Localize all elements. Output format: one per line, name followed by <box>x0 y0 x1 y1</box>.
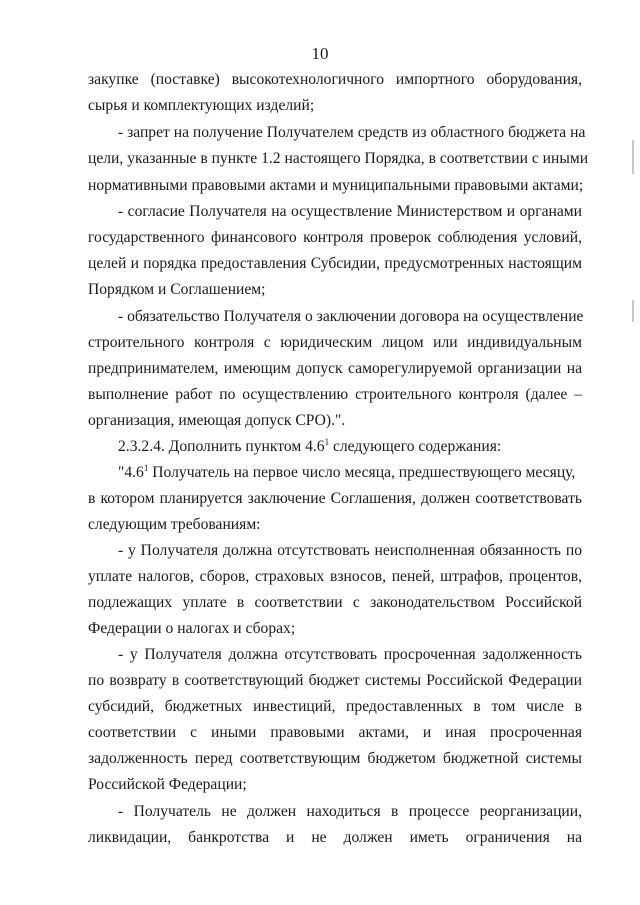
text-line: задолженность перед соответствующим бюджетом бюджетной системы <box>88 750 582 767</box>
text-line: цели, указанные в пункте 1.2 настоящего Порядка, в соответствии с иными <box>88 150 589 167</box>
text-line: по возврату в соответствующий бюджет системы Российской Федерации <box>88 672 582 689</box>
superscript: 1 <box>143 463 149 473</box>
text-line: государственного финансового контроля проверок соблюдения условий, <box>88 229 582 246</box>
text-line: - обязательство Получателя о заключении договора на осуществление <box>118 308 584 325</box>
text-line: сырья и комплектующих изделий; <box>88 97 315 114</box>
text-line: выполнение работ по осуществлению строительного контроля (далее – <box>88 386 582 403</box>
text-line: подлежащих уплате в соответствии с законодательством Российской <box>88 594 582 611</box>
text-line: ликвидации, банкротства и не должен иметь ограничения на <box>88 829 582 846</box>
text-line: - у Получателя должна отсутствовать просроченная задолженность <box>118 646 582 663</box>
text-line: закупке (поставке) высокотехнологичного импортного оборудования, <box>88 71 582 88</box>
text-line: - Получатель не должен находиться в процессе реорганизации, <box>118 803 582 820</box>
clause-text: Получатель на первое число месяца, предшествующего месяцу, <box>152 464 576 481</box>
text-line: нормативными правовыми актами и муниципальными правовыми актами; <box>88 177 584 194</box>
superscript: 1 <box>324 437 330 447</box>
text-line: соответствии с иными правовыми актами, и иная просроченная <box>88 724 582 741</box>
text-line: строительного контроля с юридическим лицом или индивидуальным <box>88 334 582 351</box>
text-line: - запрет на получение Получателем средств из областного бюджета на <box>118 124 586 141</box>
text-line: Порядком и Соглашением; <box>88 281 266 298</box>
clause-text: 2.3.2.4. Дополнить пунктом 4.6 <box>118 438 325 455</box>
page-number: 10 <box>311 44 329 63</box>
scan-edge-mark <box>632 140 634 174</box>
text-line: субсидий, бюджетных инвестиций, предоставленных в том числе в <box>88 698 582 715</box>
scan-edge-mark <box>632 300 634 322</box>
clause-text: "4.6 <box>118 464 144 481</box>
text-line: предпринимателем, имеющим допуск саморегулируемой организации на <box>88 360 582 377</box>
text-line <box>118 437 582 457</box>
text-line: Российской Федерации; <box>88 776 247 793</box>
text-line: Федерации о налогах и сборах; <box>88 620 296 637</box>
text-line: в котором планируется заключение Соглашения, должен соответствовать <box>88 490 582 507</box>
clause-text: следующего содержания: <box>332 438 502 455</box>
text-line: - у Получателя должна отсутствовать неисполненная обязанность по <box>118 542 582 559</box>
text-line: целей и порядка предоставления Субсидии, предусмотренных настоящим <box>88 255 582 272</box>
text-line: - согласие Получателя на осуществление Министерством и органами <box>118 203 582 220</box>
text-line: организация, имеющая допуск СРО).". <box>88 412 346 429</box>
text-line: следующим требованиям: <box>88 516 261 533</box>
text-line: уплате налогов, сборов, страховых взносов, пеней, штрафов, процентов, <box>88 568 582 585</box>
text-line <box>118 463 582 483</box>
